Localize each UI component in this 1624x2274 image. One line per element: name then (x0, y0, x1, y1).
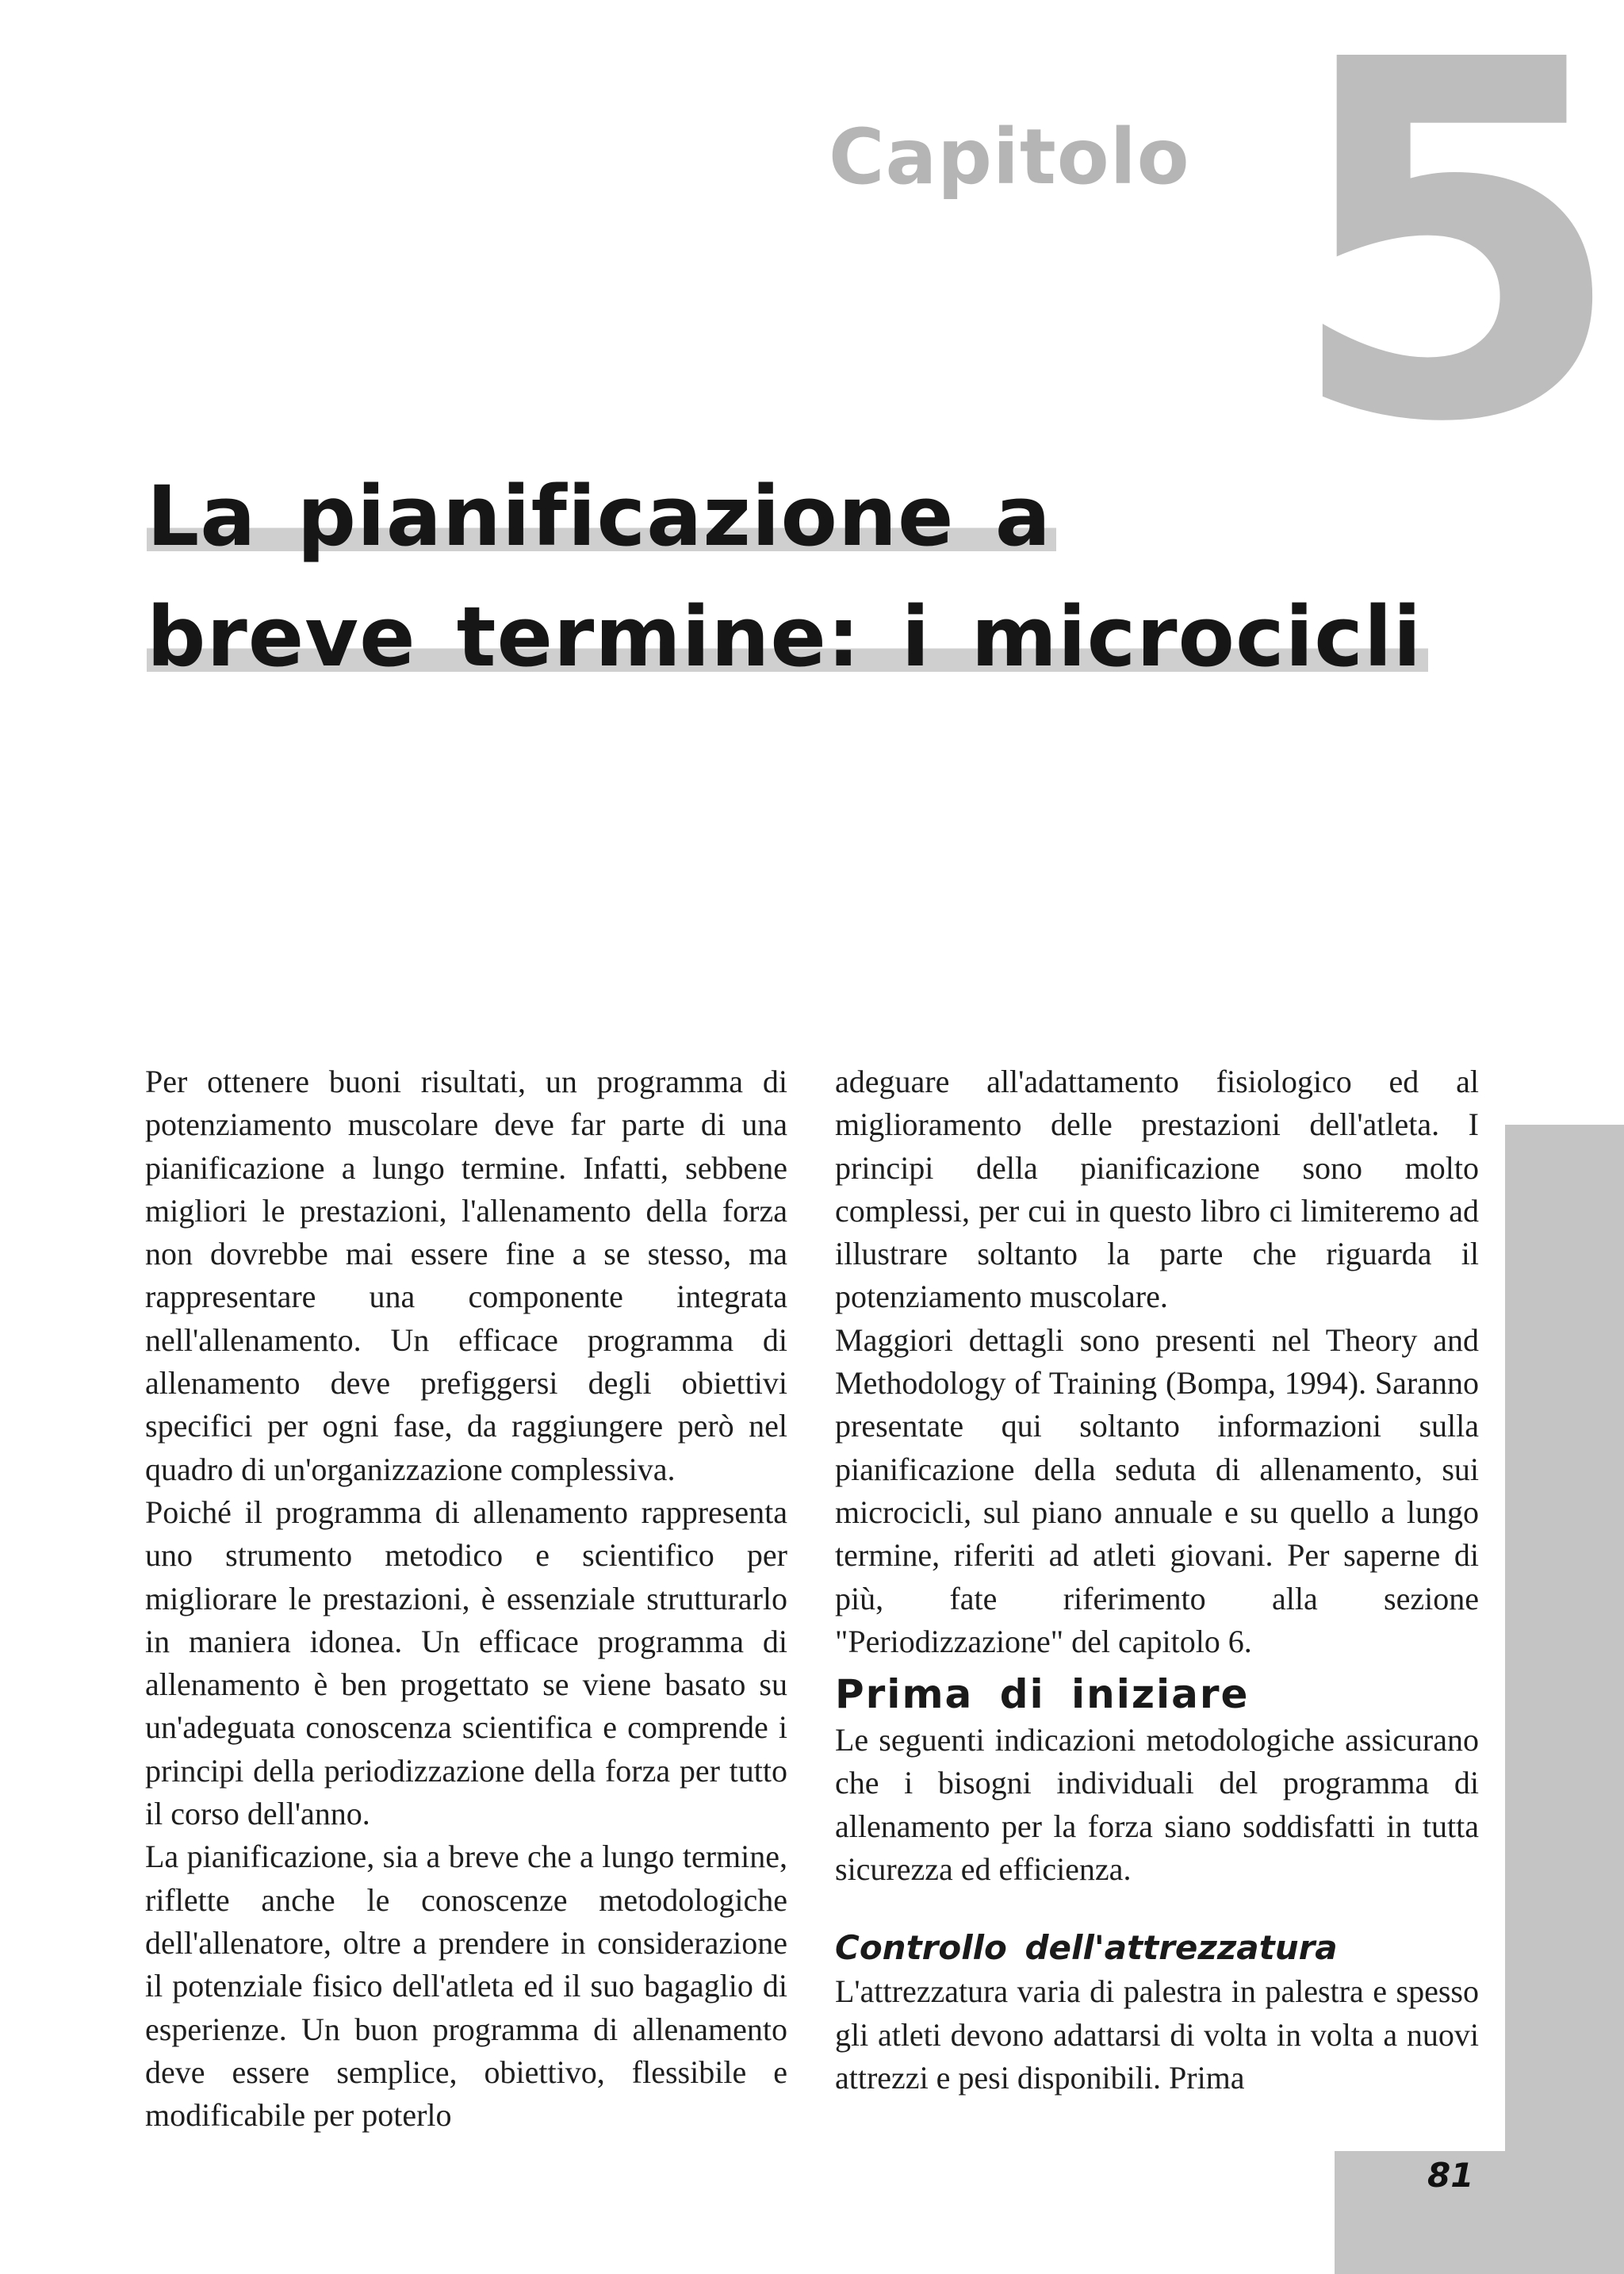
section-heading: Prima di iniziare (835, 1671, 1250, 1718)
subsection-heading: Controllo dell'attrezzatura (835, 1928, 1338, 1968)
right-paragraph-1: adeguare all'adattamento fisiologico ed al miglioramento delle prestazioni dell'atleta. I principi della pianificazione sono molto complessi, per cui in questo libro ci limiteremo ad illustrare soltanto la parte che riguarda il potenziamento muscolare. (835, 1064, 1479, 1315)
title-line-2-text: breve termine: i microcicli (147, 589, 1428, 685)
title-line-1-text: La pianificazione a (147, 468, 1056, 565)
right-column (835, 1060, 1479, 2100)
left-column (145, 1060, 787, 2137)
right-paragraph-4: L'attrezzatura varia di palestra in palestra e spesso gli atleti devono adattarsi di volta in volta a nuovi attrezzi e pesi disponibili. Prima (835, 1973, 1479, 2096)
left-paragraph-2: Poiché il programma di allenamento rappresenta uno strumento metodico e scientifico per migliorare le prestazioni, è essenziale strutturarlo in maniera idonea. Un efficace programma di allenamento è ben progettato se viene basato su un'adeguata conoscenza scientifica e comprende i principi della periodizzazione della forza per tutto il corso dell'anno. (145, 1494, 787, 1832)
chapter-label: Capitolo (829, 113, 1190, 201)
page-number-box (1335, 2151, 1624, 2274)
chapter-title-line-1 (147, 456, 1428, 577)
page-edge-tab (1505, 1125, 1624, 2274)
chapter-number: 5 (1285, 0, 1619, 530)
chapter-title-line-2 (147, 577, 1428, 697)
chapter-title (147, 456, 1428, 697)
right-paragraph-2: Maggiori dettagli sono presenti nel Theory and Methodology of Training (Bompa, 1994). Saranno presentate qui soltanto informazioni sulla pianificazione della seduta di allenamento, sui microcicli, sul piano annuale e su quello a lungo termine, riferiti ad atleti giovani. Per saperne di più, fate riferimento alla sezione "Periodizzazione" del capitolo 6. (835, 1321, 1479, 1659)
left-paragraph-1: Per ottenere buoni risultati, un programma di potenziamento muscolare deve far parte di una pianificazione a lungo termine. Infatti, sebbene migliori le prestazioni, l'allenamento della forza non dovrebbe mai essere fine a se stesso, ma rappresentare una componente integrata nell'allenamento. Un efficace programma di allenamento deve prefiggersi degli obiettivi specifici per ogni fase, da raggiungere però nel quadro di un'organizzazione complessiva. (145, 1064, 787, 1487)
right-paragraph-3: Le seguenti indicazioni metodologiche assicurano che i bisogni individuali del programma di allenamento per la forza siano soddisfatti in tutta sicurezza ed efficienza. (835, 1722, 1479, 1888)
left-paragraph-3: La pianificazione, sia a breve che a lungo termine, riflette anche le conoscenze metodologiche dell'allenatore, oltre a prendere in considerazione il potenziale fisico dell'atleta ed il suo bagaglio di esperienze. Un buon programma di allenamento deve essere semplice, obiettivo, flessibile e modificabile per poterlo (145, 1839, 787, 2134)
page-number: 81 (1427, 2156, 1474, 2195)
